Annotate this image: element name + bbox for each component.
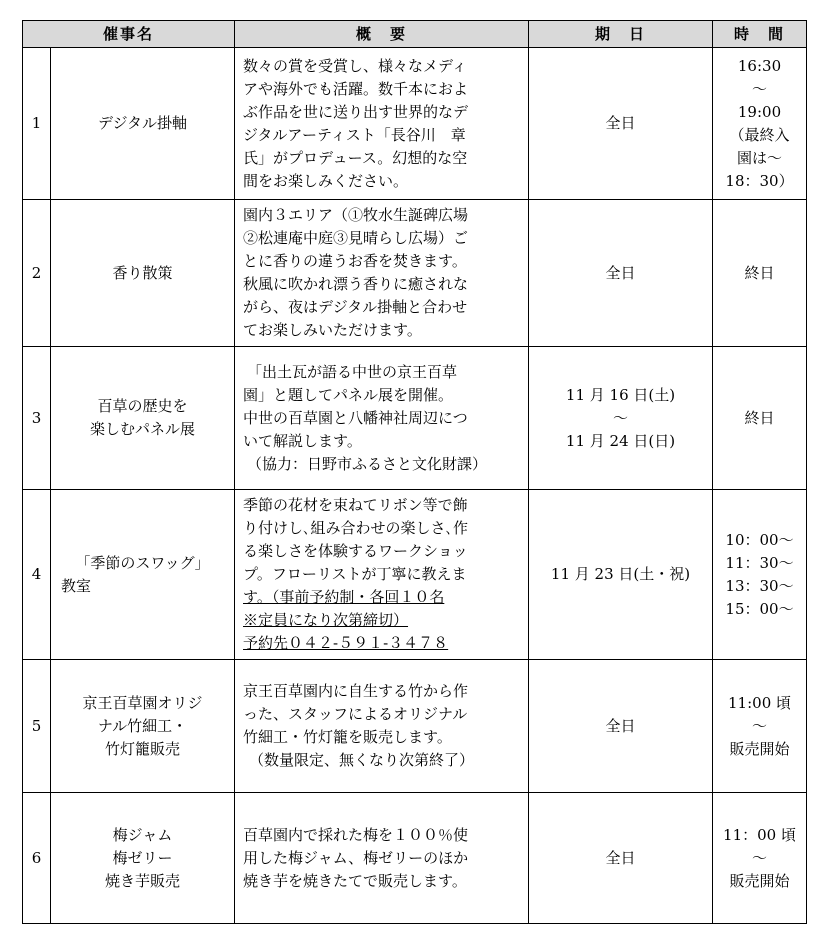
summary-line: （数量限定、無くなり次第終了） <box>249 751 475 769</box>
summary-cell <box>235 490 529 660</box>
time-line: 園は～ <box>737 148 783 167</box>
name-line: デジタル掛軸 <box>97 114 188 132</box>
table-row <box>23 490 807 660</box>
summary-cell <box>235 200 529 347</box>
summary-line: り付けし､組み合わせの楽しさ､作 <box>243 519 469 537</box>
time-line: 16:30 <box>737 56 782 75</box>
summary-line: ②松連庵中庭③見晴らし広場）ご <box>243 229 469 247</box>
event-name-cell <box>51 793 235 924</box>
time-cell <box>713 490 807 660</box>
time-line: ～ <box>752 848 768 867</box>
header-event-name: 催事名 <box>23 21 235 48</box>
name-line: ナル竹細工・ <box>97 716 188 735</box>
summary-line: 百草園内で採れた梅を１００％使 <box>243 825 469 844</box>
date-cell <box>529 660 713 793</box>
table-row <box>23 660 807 793</box>
date-cell <box>529 793 713 924</box>
summary-line: 竹細工・竹灯籠を販売します。 <box>243 728 452 746</box>
summary-cell <box>235 793 529 924</box>
table-row <box>23 48 807 200</box>
name-line: 香り散策 <box>112 263 173 282</box>
summary-line: 中世の百草園と八幡神社周辺につ <box>243 408 468 427</box>
summary-cell <box>235 48 529 200</box>
summary-line: 氏」がプロデュース。幻想的な空 <box>243 148 468 167</box>
event-name-cell <box>51 347 235 490</box>
summary-line: 京王百草園内に自生する竹から作 <box>243 682 469 700</box>
time-cell <box>713 347 807 490</box>
date-line: 全日 <box>605 716 636 735</box>
table-row <box>23 347 807 490</box>
summary-line: いて解説します。 <box>243 431 362 450</box>
time-line: 11:00 頃 <box>728 693 792 712</box>
header-row <box>23 21 807 48</box>
summary-line: 秋風に吹かれ漂う香りに癒されな <box>243 275 469 293</box>
summary-cell <box>235 660 529 793</box>
date-line: 全日 <box>605 114 636 132</box>
time-line: 販売開始 <box>729 739 790 758</box>
time-line: 11：00 頃 <box>723 825 796 844</box>
summary-line: った、スタッフによるオリジナル <box>243 705 468 723</box>
date-line: ～ <box>613 408 629 427</box>
header-time: 時 間 <box>713 21 807 48</box>
date-cell <box>529 490 713 660</box>
name-line: 京王百草園オリジ <box>82 693 203 712</box>
summary-line: ※定員になり次第締切） <box>243 611 409 629</box>
time-cell <box>713 200 807 347</box>
event-name-cell <box>51 48 235 200</box>
summary-line: ぶ作品を世に送り出す世界的なデ <box>243 102 469 121</box>
name-line: 梅ジャム <box>112 825 173 844</box>
event-name-cell <box>51 490 235 660</box>
row-number: 4 <box>23 490 51 660</box>
summary-line: 園」と題してパネル展を開催。 <box>243 385 454 404</box>
summary-line: 季節の花材を束ねてリボン等で飾 <box>243 496 468 514</box>
event-name-cell <box>51 200 235 347</box>
time-line: 18：30） <box>725 171 794 190</box>
time-line: 19:00 <box>737 102 782 121</box>
time-line: 販売開始 <box>729 871 790 890</box>
time-cell <box>713 660 807 793</box>
date-line: 全日 <box>605 263 636 282</box>
time-line: 15：00～ <box>725 599 794 618</box>
time-cell <box>713 48 807 200</box>
row-number: 6 <box>23 793 51 924</box>
summary-line: 「出土瓦が語る中世の京王百草 <box>247 362 458 381</box>
date-line: 11 月 16 日(土) <box>565 385 676 404</box>
date-cell <box>529 347 713 490</box>
time-line: 13：30～ <box>725 576 794 595</box>
name-line: 焼き芋販売 <box>105 871 181 890</box>
summary-line: アや海外でも活躍。数千本におよ <box>243 79 469 98</box>
name-line: 百草の歴史を <box>97 397 188 415</box>
row-number: 3 <box>23 347 51 490</box>
name-line: 竹灯籠販売 <box>105 739 181 758</box>
summary-line: 園内３エリア（①牧水生誕碑広場 <box>243 206 469 224</box>
time-line: （最終入 <box>729 125 790 144</box>
summary-line: ジタルアーティスト「長谷川 章 <box>243 125 466 144</box>
summary-line: （協力：日野市ふるさと文化財課） <box>247 454 488 473</box>
summary-line: る楽しさを体験するワークショッ <box>243 542 468 560</box>
summary-line: 数々の賞を受賞し、様々なメディ <box>243 56 467 75</box>
events-table <box>22 20 807 924</box>
row-number: 1 <box>23 48 51 200</box>
header-summary: 概 要 <box>235 21 529 48</box>
summary-line: とに香りの違うお香を焚きます。 <box>243 252 467 270</box>
summary-line: 焼き芋を焼きたてで販売します。 <box>243 871 467 890</box>
date-line: 11 月 23 日(土・祝) <box>550 565 691 583</box>
summary-line: プ。フローリストが丁寧に教えま <box>243 565 467 583</box>
summary-line: 用した梅ジャム、梅ゼリーのほか <box>243 848 469 867</box>
summary-cell <box>235 347 529 490</box>
table-row <box>23 200 807 347</box>
time-line: ～ <box>752 79 768 98</box>
row-number: 5 <box>23 660 51 793</box>
name-line: 教室 <box>61 576 92 595</box>
time-line: 終日 <box>744 408 775 427</box>
date-line: 11 月 24 日(日) <box>565 431 676 450</box>
event-name-cell <box>51 660 235 793</box>
time-line: 11：30～ <box>725 553 794 572</box>
name-line: 楽しむパネル展 <box>90 420 196 438</box>
time-line: 10：00～ <box>725 530 794 549</box>
summary-line: てお楽しみいただけます。 <box>243 321 422 339</box>
summary-line: 予約先０４２-５９１-３４７８ <box>243 634 449 652</box>
time-line: ～ <box>752 716 768 735</box>
row-number: 2 <box>23 200 51 347</box>
table-row <box>23 793 807 924</box>
date-line: 全日 <box>605 848 636 867</box>
name-line: 梅ゼリー <box>112 848 173 867</box>
name-line: 「季節のスワッグ」 <box>75 553 210 572</box>
header-date: 期 日 <box>529 21 713 48</box>
time-line: 終日 <box>744 263 775 282</box>
summary-line: す。（事前予約制・各回１０名 <box>243 588 445 606</box>
summary-line: 間をお楽しみください。 <box>243 171 409 190</box>
date-cell <box>529 200 713 347</box>
time-cell <box>713 793 807 924</box>
summary-line: がら、夜はデジタル掛軸と合わせ <box>243 298 468 316</box>
date-cell <box>529 48 713 200</box>
